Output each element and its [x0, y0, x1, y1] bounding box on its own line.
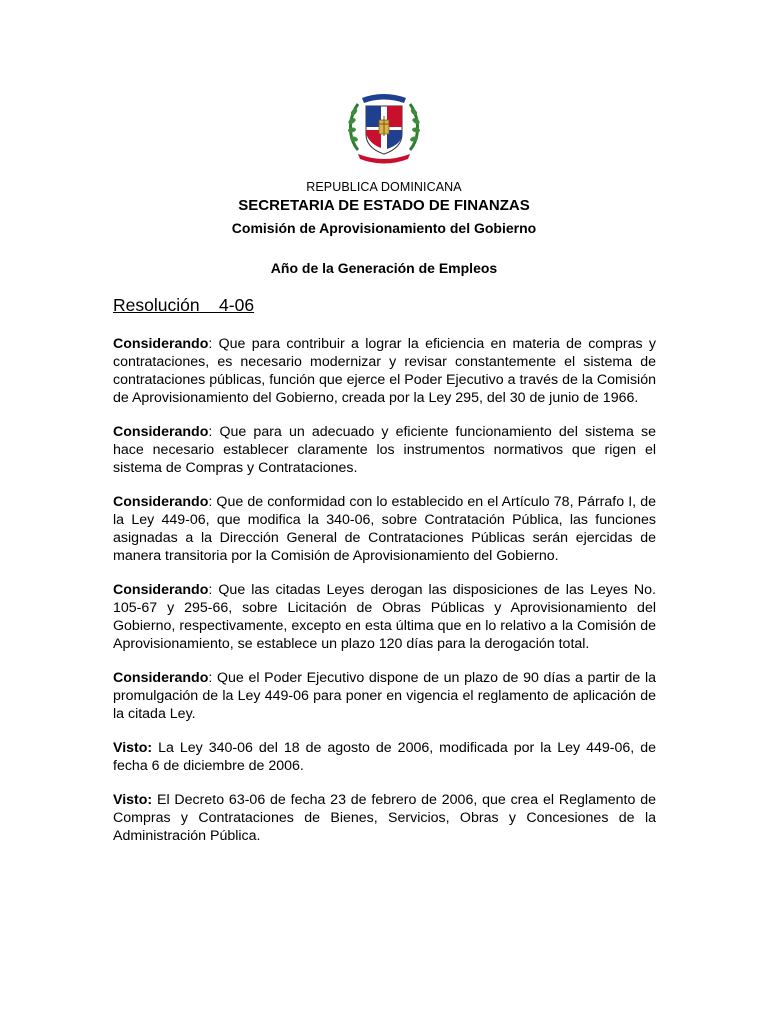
paragraph-lead: Considerando: [113, 582, 209, 598]
paragraph-lead: Considerando: [113, 670, 209, 686]
paragraph-lead: Considerando: [113, 336, 209, 352]
paragraph-lead: Considerando: [113, 424, 209, 440]
resolution-label: Resolución: [113, 295, 200, 315]
paragraph-text: : Que el Poder Ejecutivo dispone de un plazo de 90 días a partir de la promulgación de la Ley 449-06 para poner en vigencia el reglamento de aplicación de la citada Ley.: [113, 670, 656, 722]
paragraph: [113, 493, 656, 565]
paragraph-text: : Que para un adecuado y eficiente funcionamiento del sistema se hace necesario establecer claramente los instrumentos normativos que rigen el sistema de Compras y Contrataciones.: [113, 424, 656, 476]
paragraph-lead: Visto:: [113, 792, 153, 808]
coat-of-arms-icon: [344, 88, 424, 168]
paragraph-text: : Que para contribuir a lograr la eficiencia en materia de compras y contrataciones, es necesario modernizar y revisar constantemente el sistema de contrataciones públicas, función que ejerce el Poder Ejecutivo a través de la Comisión de Aprovisionamiento del Gobierno, creada por la Ley 295, del 30 de junio de 1966.: [113, 336, 656, 406]
paragraph-text: El Decreto 63-06 de fecha 23 de febrero de 2006, que crea el Reglamento de Compras y Contrataciones de Bienes, Servicios, Obras y Concesiones de la Administración Pública.: [113, 792, 656, 844]
commission-name: Comisión de Aprovisionamiento del Gobierno: [231, 220, 537, 236]
paragraph-text: La Ley 340-06 del 18 de agosto de 2006, modificada por la Ley 449-06, de fecha 6 de diciembre de 2006.: [113, 740, 656, 774]
paragraph-lead: Visto:: [113, 740, 153, 756]
resolution-heading: [113, 295, 254, 316]
resolution-number: 4-06: [219, 295, 255, 315]
document-body: [113, 335, 656, 861]
paragraph: [113, 423, 656, 477]
paragraph: [113, 581, 656, 653]
ministry-name: SECRETARIA DE ESTADO DE FINANZAS: [238, 197, 530, 214]
paragraph: [113, 335, 656, 407]
paragraph: [113, 669, 656, 723]
paragraph-lead: Considerando: [113, 494, 209, 510]
country-name: REPUBLICA DOMINICANA: [306, 180, 462, 194]
paragraph-text: : Que de conformidad con lo establecido en el Artículo 78, Párrafo I, de la Ley 449-06, que modifica la 340-06, sobre Contratación Pública, las funciones asignadas a la Dirección General de Contrataciones Públicas serán ejercidas de manera transitoria por la Comisión de Aprovisionamiento del Gobierno.: [113, 494, 656, 564]
paragraph: [113, 791, 656, 845]
paragraph-text: : Que las citadas Leyes derogan las disposiciones de las Leyes No. 105-67 y 295-66, sobre Licitación de Obras Públicas y Aprovisionamiento del Gobierno, respectivamente, excepto en esta última que en lo relativo a la Comisión de Aprovisionamiento, se establece un plazo 120 días para la derogación total.: [113, 582, 656, 652]
year-motto: Año de la Generación de Empleos: [270, 260, 498, 276]
paragraph: [113, 739, 656, 775]
